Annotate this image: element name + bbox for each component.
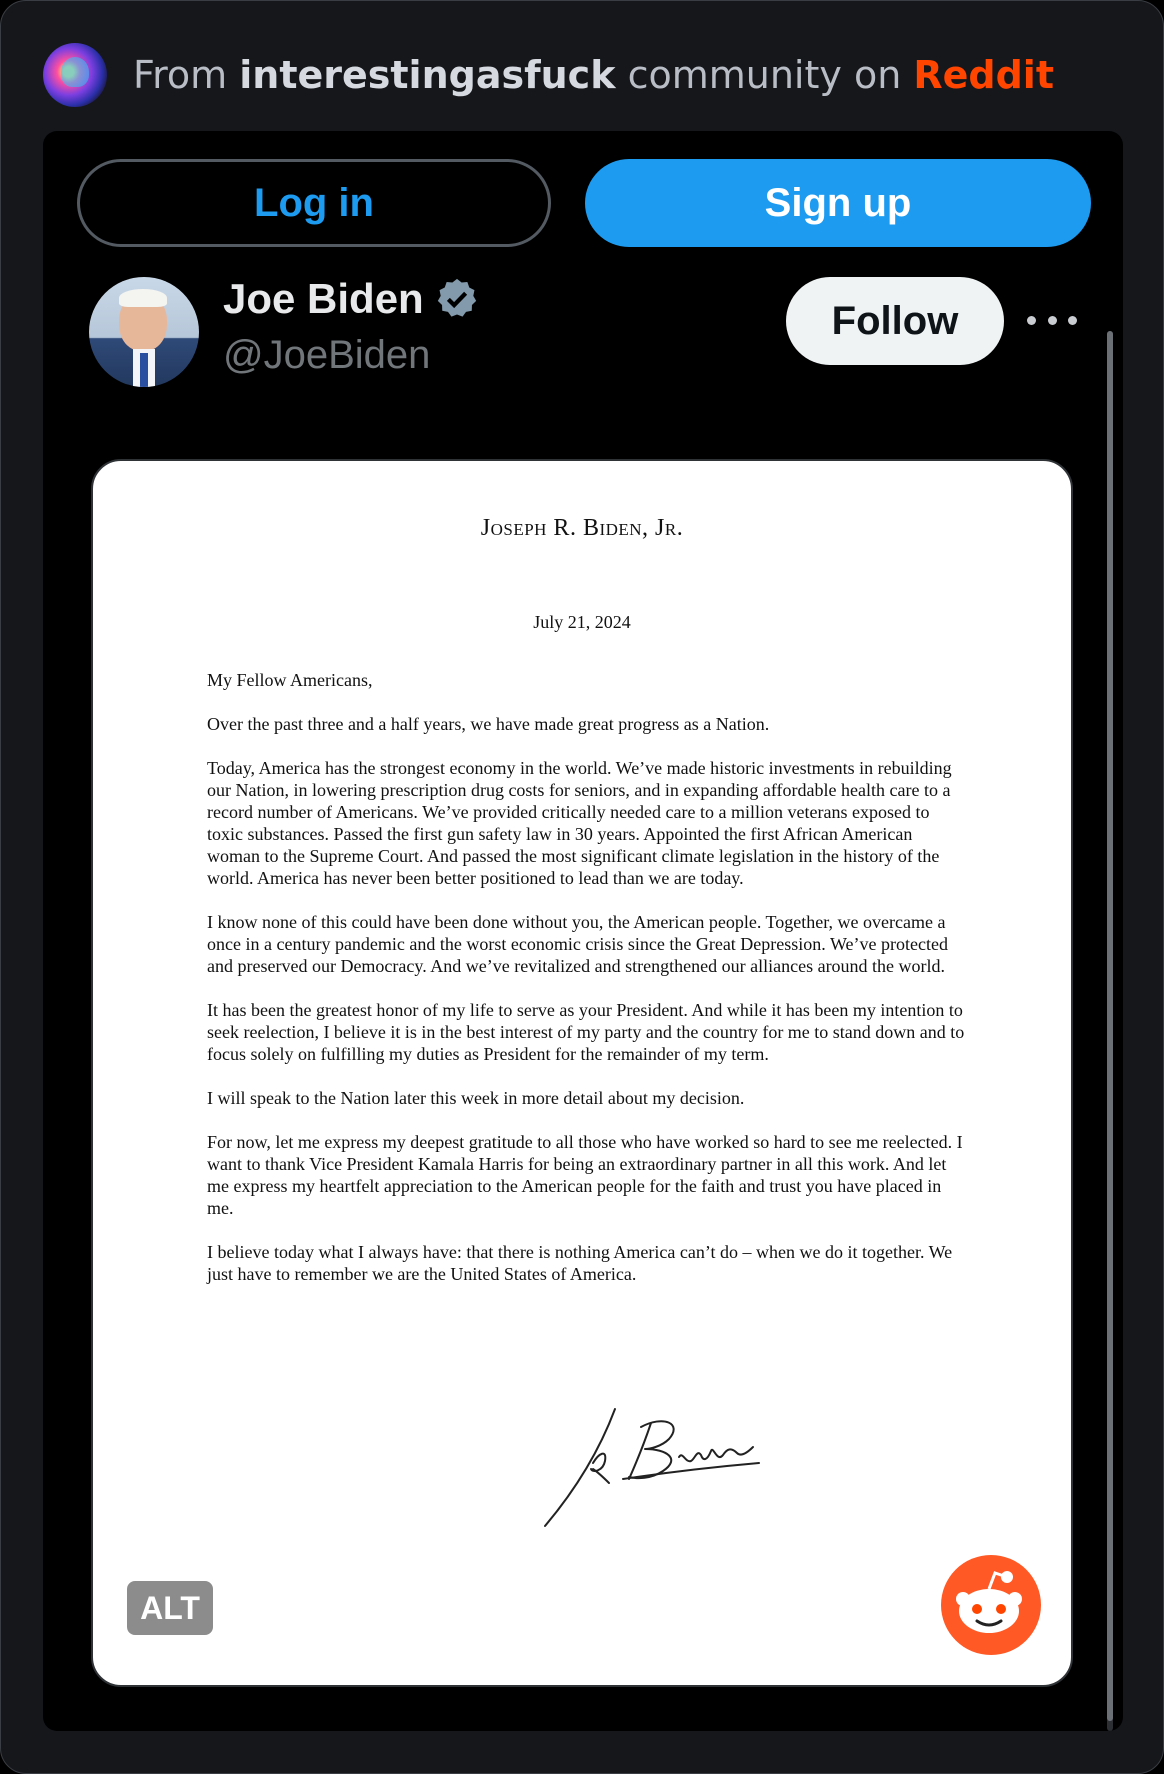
snoo-face-icon [941,1555,1041,1655]
source-prefix: From [133,53,228,97]
community-avatar-icon[interactable] [43,43,107,107]
letterhead: Joseph R. Biden, Jr. [480,515,684,541]
community-name-link[interactable]: interestingasfuck [239,53,616,97]
alt-text-badge[interactable]: ALT [127,1581,213,1635]
letter-body [207,669,967,1307]
letter-salutation: My Fellow Americans, [207,670,373,690]
reddit-link[interactable]: Reddit [913,53,1055,97]
signup-button[interactable]: Sign up [585,159,1091,247]
letter-paragraph: It has been the greatest honor of my life to serve as your President. And while it has been my intention to seek reelection, I believe it is in the best interest of my party and the country for me to stand down and to focus solely on fulfilling my duties as President for the remainder of my term. [207,1000,965,1064]
profile-avatar[interactable] [89,277,199,387]
scrollbar[interactable] [1107,331,1113,1731]
source-attribution [43,43,1054,107]
profile-handle[interactable]: @JoeBiden [223,333,431,377]
profile-name-row [223,275,480,323]
source-middle: community on [627,53,902,97]
profile-name[interactable]: Joe Biden [223,275,424,322]
letter-paragraph: I will speak to the Nation later this week in more detail about my decision. [207,1088,745,1108]
follow-button[interactable]: Follow [786,277,1004,365]
verified-badge-icon [434,276,480,322]
letter-date: July 21, 2024 [533,612,631,632]
reddit-snoo-icon[interactable] [941,1555,1041,1655]
letter-paragraph: Today, America has the strongest economy in the world. We’ve made historic investments in rebuilding our Nation, in lowering prescription drug costs for seniors, and in expanding affordable health care to a record number of Americans. We’ve provided critically needed care to a million veterans exposed to toxic substances. Passed the first gun safety law in 30 years. Appointed the first African American woman to the Supreme Court. And passed the most significant climate legislation in the history of the world. America has never been better positioned to lead than we are today. [207,758,952,888]
tweet-embed [43,131,1123,1731]
letter-paragraph: For now, let me express my deepest gratitude to all those who have worked so hard to see me reelected. I want to thank Vice President Kamala Harris for being an extraordinary partner in all this work. And let me express my heartfelt appreciation to the American people for the faith and trust you have placed in me. [207,1132,963,1218]
letter-image[interactable] [91,459,1073,1687]
letter-paragraph: I know none of this could have been done without you, the American people. Together, we overcame a once in a century pandemic and the worst economic crisis since the Great Depression. We’ve protected and preserved our Democracy. And we’ve revitalized and strengthened our alliances around the world. [207,912,948,976]
login-button[interactable]: Log in [77,159,551,247]
source-line [133,53,1054,97]
letter-paragraph: Over the past three and a half years, we have made great progress as a Nation. [207,714,770,734]
more-icon[interactable] [1027,305,1077,335]
letter-paragraph: I believe today what I always have: that there is nothing America can’t do – when we do it together. We just have to remember we are the United States of America. [207,1242,953,1284]
signature [533,1401,773,1531]
scrollbar-thumb[interactable] [1107,331,1113,1721]
